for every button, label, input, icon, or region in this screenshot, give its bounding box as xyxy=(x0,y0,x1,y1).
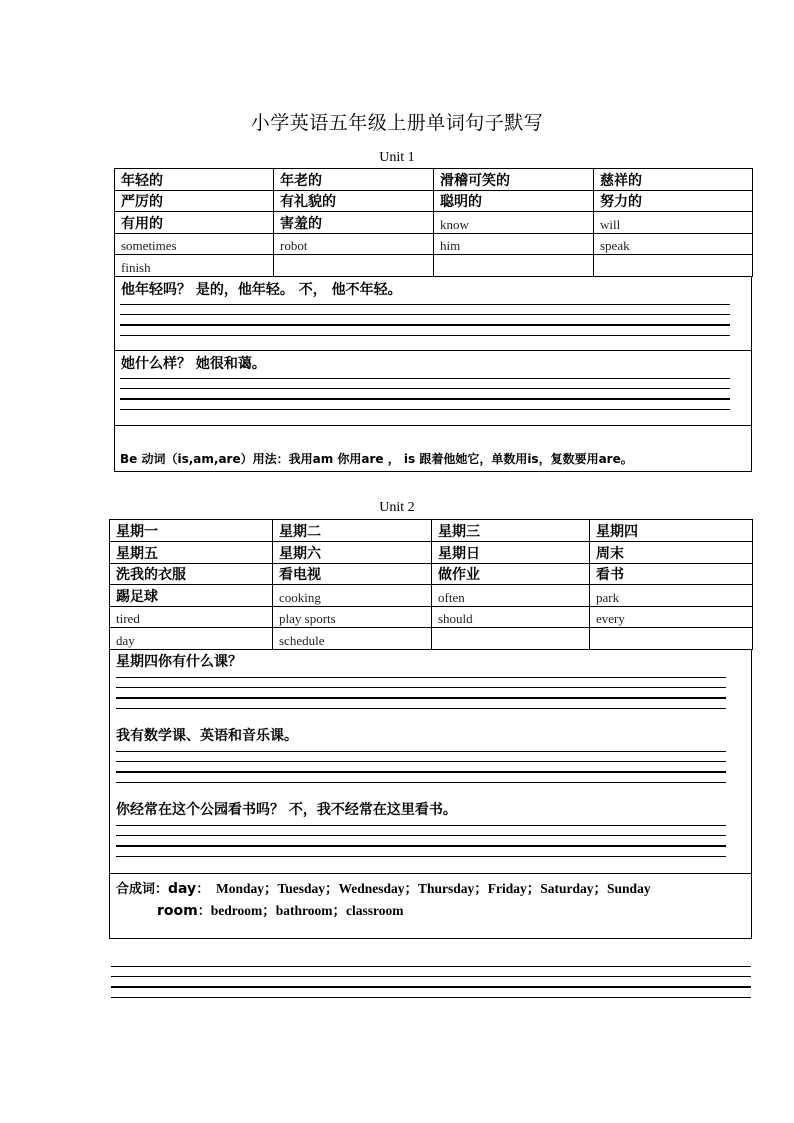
unit1-label: Unit 1 xyxy=(379,150,415,165)
table-row xyxy=(110,607,753,628)
vocab-cell: him xyxy=(434,234,594,255)
unit2-writing-lines-3 xyxy=(116,825,726,866)
vocab-cell: 看电视 xyxy=(273,564,432,585)
table-row xyxy=(110,520,753,542)
unit1-sentence-1: 他年轻吗？ 是的，他年轻。 不， 他不年轻。 xyxy=(121,282,402,298)
compound-room-list: bedroom；bathroom；classroom xyxy=(210,903,404,918)
be-verb-usage-note: Be 动词（is,am,are）用法：我用am 你用are ， is 跟着他她它，单数用is，复数要用are。 xyxy=(120,452,633,466)
vocab-cell xyxy=(594,255,753,277)
vocab-cell: often xyxy=(432,585,590,607)
vocab-cell: will xyxy=(594,212,753,234)
vocab-cell: tired xyxy=(110,607,273,628)
unit1-divider xyxy=(114,425,752,426)
vocab-cell: 星期六 xyxy=(273,542,432,564)
vocab-cell: 做作业 xyxy=(432,564,590,585)
vocab-cell: 星期五 xyxy=(110,542,273,564)
vocab-cell: schedule xyxy=(273,628,432,650)
vocab-cell: 慈祥的 xyxy=(594,169,753,191)
vocab-cell: 星期日 xyxy=(432,542,590,564)
vocab-cell xyxy=(432,628,590,650)
unit1-divider xyxy=(114,350,752,351)
vocab-cell: robot xyxy=(274,234,434,255)
vocab-cell: 星期二 xyxy=(273,520,432,542)
compound-day-list: Monday；Tuesday；Wednesday；Thursday；Friday；Saturday；Sunday xyxy=(215,881,651,896)
vocab-cell: park xyxy=(590,585,753,607)
vocab-cell: 有用的 xyxy=(115,212,274,234)
compound-keyword-day: day xyxy=(168,881,197,897)
vocab-cell: 踢足球 xyxy=(110,585,273,607)
vocab-cell: 星期四 xyxy=(590,520,753,542)
vocab-cell: 看书 xyxy=(590,564,753,585)
table-row xyxy=(115,191,753,212)
unit1-writing-lines-1 xyxy=(120,304,730,345)
unit1-writing-lines-2 xyxy=(120,378,730,419)
vocab-cell: 聪明的 xyxy=(434,191,594,212)
unit2-sentence-3: 你经常在这个公园看书吗？ 不，我不经常在这里看书。 xyxy=(116,802,457,818)
unit2-writing-lines-1 xyxy=(116,677,726,718)
unit1-sentence-2: 她什么样？ 她很和蔼。 xyxy=(121,356,266,372)
compound-words-day: 合成词：day： Monday；Tuesday；Wednesday；Thursday；Friday；Saturday；Sunday xyxy=(116,881,651,897)
unit1-vocab-table xyxy=(114,168,753,277)
vocab-cell: 努力的 xyxy=(594,191,753,212)
table-row xyxy=(115,212,753,234)
unit2-writing-lines-2 xyxy=(116,751,726,792)
bottom-writing-lines xyxy=(111,966,751,1007)
vocab-cell: 年老的 xyxy=(274,169,434,191)
vocab-cell: finish xyxy=(115,255,274,277)
vocab-cell: every xyxy=(590,607,753,628)
vocab-cell: speak xyxy=(594,234,753,255)
table-row xyxy=(110,542,753,564)
table-row xyxy=(115,234,753,255)
table-row xyxy=(115,169,753,191)
unit2-divider xyxy=(109,873,752,874)
page-title: 小学英语五年级上册单词句子默写 xyxy=(250,112,544,134)
compound-words-room: room：bedroom；bathroom；classroom xyxy=(157,903,404,919)
compound-keyword-room: room xyxy=(157,903,198,919)
table-row xyxy=(110,585,753,607)
vocab-cell: know xyxy=(434,212,594,234)
vocab-cell xyxy=(274,255,434,277)
vocab-cell: 有礼貌的 xyxy=(274,191,434,212)
table-row xyxy=(115,255,753,277)
vocab-cell: 严厉的 xyxy=(115,191,274,212)
vocab-cell: day xyxy=(110,628,273,650)
vocab-cell: 滑稽可笑的 xyxy=(434,169,594,191)
table-row xyxy=(110,564,753,585)
vocab-cell: cooking xyxy=(273,585,432,607)
vocab-cell xyxy=(434,255,594,277)
vocab-cell: 害羞的 xyxy=(274,212,434,234)
vocab-cell: 洗我的衣服 xyxy=(110,564,273,585)
vocab-cell: 星期三 xyxy=(432,520,590,542)
unit2-sentence-1: 星期四你有什么课？ xyxy=(116,654,242,670)
vocab-cell xyxy=(590,628,753,650)
vocab-cell: should xyxy=(432,607,590,628)
unit2-sentence-2: 我有数学课、英语和音乐课。 xyxy=(116,728,298,744)
vocab-cell: 星期一 xyxy=(110,520,273,542)
compound-label: 合成词： xyxy=(116,882,169,897)
vocab-cell: 年轻的 xyxy=(115,169,274,191)
vocab-cell: 周末 xyxy=(590,542,753,564)
unit2-label: Unit 2 xyxy=(379,500,415,515)
unit2-vocab-table xyxy=(109,519,753,650)
vocab-cell: play sports xyxy=(273,607,432,628)
table-row xyxy=(110,628,753,650)
vocab-cell: sometimes xyxy=(115,234,274,255)
